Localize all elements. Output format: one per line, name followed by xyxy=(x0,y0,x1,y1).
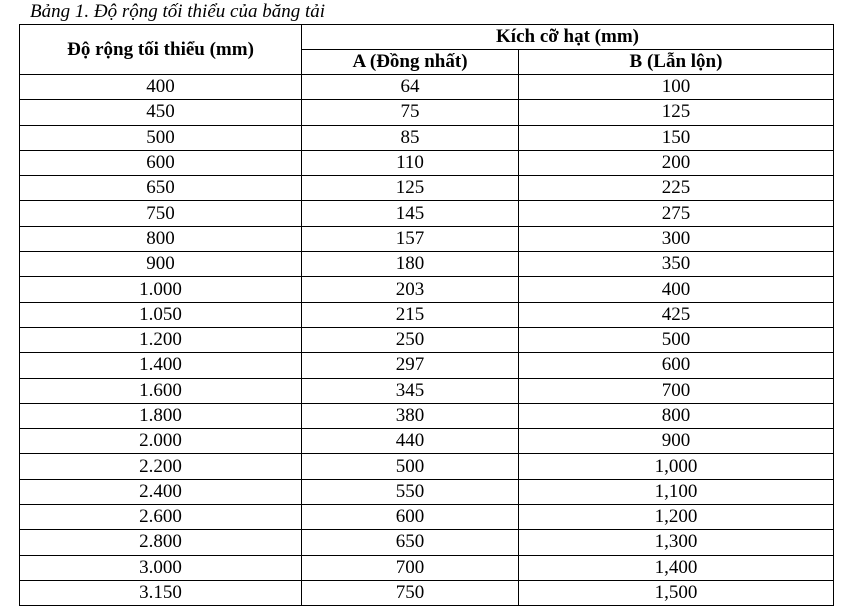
header-particle-size: Kích cỡ hạt (mm) xyxy=(302,25,834,50)
cell-size-a: 250 xyxy=(302,327,519,352)
cell-size-b: 100 xyxy=(519,75,834,100)
table-row xyxy=(20,277,834,302)
header-row xyxy=(20,25,834,50)
cell-size-b: 1,300 xyxy=(519,530,834,555)
table-row xyxy=(20,353,834,378)
cell-min-width: 900 xyxy=(20,252,302,277)
cell-size-b: 125 xyxy=(519,100,834,125)
cell-size-a: 380 xyxy=(302,403,519,428)
table-row xyxy=(20,302,834,327)
cell-min-width: 2.600 xyxy=(20,505,302,530)
cell-min-width: 3.150 xyxy=(20,580,302,605)
cell-size-a: 500 xyxy=(302,454,519,479)
header-col-a: A (Đồng nhất) xyxy=(302,50,519,75)
cell-size-b: 400 xyxy=(519,277,834,302)
cell-size-a: 110 xyxy=(302,150,519,175)
conveyor-width-table xyxy=(19,24,834,606)
cell-size-a: 157 xyxy=(302,226,519,251)
cell-min-width: 3.000 xyxy=(20,555,302,580)
cell-size-b: 1,000 xyxy=(519,454,834,479)
cell-size-b: 1,200 xyxy=(519,505,834,530)
table-row xyxy=(20,176,834,201)
table-row xyxy=(20,429,834,454)
cell-size-b: 350 xyxy=(519,252,834,277)
cell-size-a: 700 xyxy=(302,555,519,580)
table-row xyxy=(20,252,834,277)
cell-size-a: 215 xyxy=(302,302,519,327)
table-row xyxy=(20,505,834,530)
cell-size-a: 75 xyxy=(302,100,519,125)
table-caption: Bảng 1. Độ rộng tối thiểu của băng tải xyxy=(30,1,326,22)
table-row xyxy=(20,125,834,150)
table-row xyxy=(20,226,834,251)
cell-size-b: 200 xyxy=(519,150,834,175)
cell-size-b: 1,100 xyxy=(519,479,834,504)
table-row xyxy=(20,454,834,479)
cell-min-width: 1.200 xyxy=(20,327,302,352)
table-row xyxy=(20,479,834,504)
cell-size-a: 650 xyxy=(302,530,519,555)
cell-size-b: 700 xyxy=(519,378,834,403)
cell-min-width: 2.800 xyxy=(20,530,302,555)
cell-size-a: 85 xyxy=(302,125,519,150)
cell-size-b: 275 xyxy=(519,201,834,226)
cell-size-a: 550 xyxy=(302,479,519,504)
cell-min-width: 1.800 xyxy=(20,403,302,428)
cell-min-width: 1.400 xyxy=(20,353,302,378)
table-row xyxy=(20,150,834,175)
cell-size-b: 225 xyxy=(519,176,834,201)
table-row xyxy=(20,100,834,125)
cell-size-a: 600 xyxy=(302,505,519,530)
cell-min-width: 650 xyxy=(20,176,302,201)
cell-min-width: 1.600 xyxy=(20,378,302,403)
table-row xyxy=(20,75,834,100)
table-row xyxy=(20,530,834,555)
cell-size-a: 440 xyxy=(302,429,519,454)
cell-min-width: 2.000 xyxy=(20,429,302,454)
cell-size-b: 800 xyxy=(519,403,834,428)
cell-size-b: 500 xyxy=(519,327,834,352)
cell-min-width: 1.000 xyxy=(20,277,302,302)
cell-size-a: 64 xyxy=(302,75,519,100)
table-row xyxy=(20,555,834,580)
table-row xyxy=(20,403,834,428)
cell-size-a: 750 xyxy=(302,580,519,605)
table-row xyxy=(20,580,834,605)
cell-min-width: 2.200 xyxy=(20,454,302,479)
cell-size-b: 1,400 xyxy=(519,555,834,580)
table-row xyxy=(20,327,834,352)
cell-min-width: 500 xyxy=(20,125,302,150)
table-row xyxy=(20,378,834,403)
header-col-b: B (Lẫn lộn) xyxy=(519,50,834,75)
cell-min-width: 2.400 xyxy=(20,479,302,504)
header-min-width: Độ rộng tối thiểu (mm) xyxy=(20,25,302,75)
cell-min-width: 750 xyxy=(20,201,302,226)
cell-min-width: 450 xyxy=(20,100,302,125)
cell-size-a: 145 xyxy=(302,201,519,226)
cell-size-b: 150 xyxy=(519,125,834,150)
cell-size-b: 900 xyxy=(519,429,834,454)
cell-min-width: 600 xyxy=(20,150,302,175)
table-row xyxy=(20,201,834,226)
cell-size-a: 203 xyxy=(302,277,519,302)
table-body xyxy=(20,75,834,606)
cell-size-a: 345 xyxy=(302,378,519,403)
cell-size-a: 297 xyxy=(302,353,519,378)
cell-size-b: 425 xyxy=(519,302,834,327)
cell-size-b: 600 xyxy=(519,353,834,378)
cell-min-width: 800 xyxy=(20,226,302,251)
cell-min-width: 1.050 xyxy=(20,302,302,327)
cell-size-b: 1,500 xyxy=(519,580,834,605)
cell-size-b: 300 xyxy=(519,226,834,251)
cell-min-width: 400 xyxy=(20,75,302,100)
cell-size-a: 125 xyxy=(302,176,519,201)
cell-size-a: 180 xyxy=(302,252,519,277)
